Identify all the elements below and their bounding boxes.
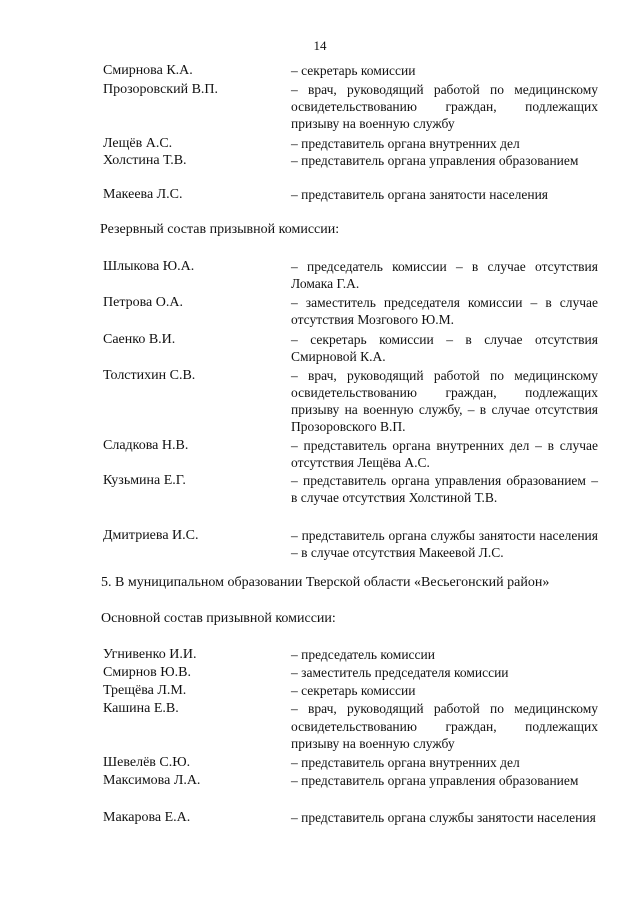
member-row bbox=[0, 186, 640, 204]
member-row bbox=[0, 437, 640, 472]
member-role: – врач, руководящий работой по медицинскому освидетельствованию граждан, подлежащих призыву на военную службу bbox=[291, 701, 598, 751]
main-heading: Основной состав призывной комиссии: bbox=[101, 611, 336, 626]
member-row bbox=[0, 472, 640, 527]
reserve-commission-list bbox=[0, 258, 640, 563]
member-row bbox=[0, 664, 640, 682]
member-name: Петрова О.А. bbox=[103, 295, 183, 310]
member-role: – представитель органа управления образованием – в случае отсутствия Холстиной Т.В. bbox=[291, 473, 598, 505]
member-name: Трещёва Л.М. bbox=[103, 683, 187, 698]
member-role: – врач, руководящий работой по медицинскому освидетельствованию граждан, подлежащих призыву на военную службу bbox=[291, 82, 598, 131]
member-role: – представитель органа внутренних дел bbox=[291, 755, 520, 770]
member-role: – заместитель председателя комиссии bbox=[291, 665, 509, 680]
member-role: – секретарь комиссии bbox=[291, 63, 416, 78]
member-role: – врач, руководящий работой по медицинскому освидетельствованию граждан, подлежащих призыву на военную службу, – в случае отсутствия Прозоровского В.П. bbox=[291, 368, 598, 434]
member-role: – председатель комиссии – в случае отсутствия Ломака Г.А. bbox=[291, 259, 598, 291]
member-row bbox=[0, 700, 640, 754]
member-role: – представитель органа внутренних дел bbox=[291, 136, 520, 151]
member-name: Саенко В.И. bbox=[103, 332, 176, 347]
member-row bbox=[0, 809, 640, 845]
member-role: – представитель органа управления образованием bbox=[291, 153, 579, 168]
member-name: Шевелёв С.Ю. bbox=[103, 755, 191, 770]
member-name: Толстихин С.В. bbox=[103, 368, 196, 383]
member-role: – заместитель председателя комиссии – в случае отсутствия Мозгового Ю.М. bbox=[291, 295, 598, 327]
member-name: Дмитриева И.С. bbox=[103, 528, 199, 543]
member-name: Макеева Л.С. bbox=[103, 187, 183, 202]
member-name: Кузьмина Е.Г. bbox=[103, 473, 186, 488]
member-row bbox=[0, 754, 640, 772]
member-role: – председатель комиссии bbox=[291, 647, 435, 662]
member-name: Смирнова К.А. bbox=[103, 63, 193, 78]
main-commission-list bbox=[0, 646, 640, 845]
member-row bbox=[0, 527, 640, 563]
member-name: Шлыкова Ю.А. bbox=[103, 259, 195, 274]
member-role: – секретарь комиссии – в случае отсутствия Смирновой К.А. bbox=[291, 332, 598, 364]
member-name: Холстина Т.В. bbox=[103, 153, 187, 168]
member-role: – представитель органа внутренних дел – в случае отсутствия Лещёва А.С. bbox=[291, 438, 598, 470]
member-role: – секретарь комиссии bbox=[291, 683, 416, 698]
member-row bbox=[0, 62, 640, 81]
member-row bbox=[0, 367, 640, 437]
member-role: – представитель органа службы занятости населения – в случае отсутствия Макеевой Л.С. bbox=[291, 528, 598, 560]
member-name: Угнивенко И.И. bbox=[103, 647, 197, 662]
member-role: – представитель органа занятости населения bbox=[291, 187, 549, 202]
member-name: Прозоровский В.П. bbox=[103, 82, 219, 97]
page-number: 14 bbox=[313, 38, 327, 53]
member-name: Смирнов Ю.В. bbox=[103, 665, 192, 680]
commission-list-continued bbox=[0, 62, 640, 204]
member-name: Максимова Л.А. bbox=[103, 773, 201, 788]
member-role: – представитель органа управления образованием bbox=[291, 773, 579, 788]
member-row bbox=[0, 135, 640, 152]
member-name: Макарова Е.А. bbox=[103, 810, 191, 825]
reserve-heading: Резервный состав призывной комиссии: bbox=[100, 222, 340, 237]
member-row bbox=[0, 258, 640, 294]
member-row bbox=[0, 81, 640, 135]
section-5-heading: 5. В муниципальном образовании Тверской области «Весьегонский район» bbox=[101, 575, 550, 590]
member-row bbox=[0, 294, 640, 331]
member-row bbox=[0, 772, 640, 809]
member-name: Лещёв А.С. bbox=[103, 136, 173, 151]
member-row bbox=[0, 331, 640, 367]
member-row bbox=[0, 682, 640, 700]
member-name: Кашина Е.В. bbox=[103, 701, 179, 716]
member-role: – представитель органа службы занятости населения bbox=[291, 810, 596, 825]
member-row bbox=[0, 152, 640, 186]
member-name: Сладкова Н.В. bbox=[103, 438, 189, 453]
member-row bbox=[0, 646, 640, 664]
